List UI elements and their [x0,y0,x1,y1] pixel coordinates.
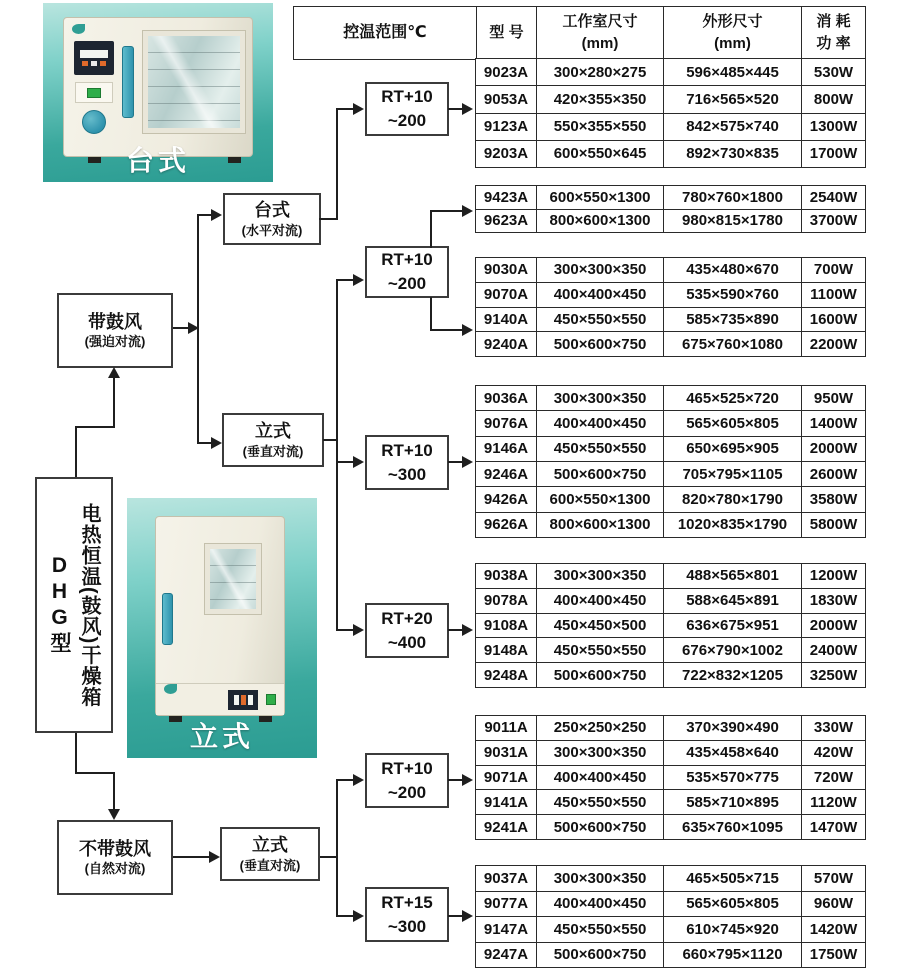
arrowhead-right [462,624,473,636]
node-label: 不带鼓风 [79,838,151,859]
power-cell: 2400W [801,638,865,662]
chamber-size-cell: 450×550×550 [536,437,663,461]
table-row [476,740,865,765]
arrowhead-right [209,851,220,863]
table-row [476,258,865,282]
table-row [476,891,865,917]
overall-size-cell: 675×760×1080 [663,332,801,356]
model-cell: 9623A [483,212,529,230]
chamber-size-cell: 250×250×250 [536,716,663,740]
power-cell: 1700W [801,141,865,167]
chamber-size-cell: 500×600×750 [536,663,663,687]
temp-range-line1: RT+10 [381,87,433,107]
power-cell: 960W [801,892,865,917]
table-row [476,209,865,233]
power-cell: 2200W [801,332,865,356]
power-cell: 1300W [801,114,865,140]
model-cell: 9123A [483,118,529,136]
overall-size-cell: 535×570×775 [663,766,801,790]
model-cell: 9423A [483,188,529,206]
model-cell: 9147A [483,920,529,938]
temp-range-line1: RT+10 [381,440,433,460]
table-row [476,386,865,410]
root-name-label: 电热恒温(鼓风)干燥箱 [78,502,100,708]
chamber-size-cell: 300×300×350 [536,866,663,891]
overall-size-cell: 635×760×1095 [663,815,801,839]
table-row [476,113,865,140]
connector-line [173,856,211,858]
table-row [476,765,865,790]
node-label: 带鼓风 [88,311,142,332]
vertical-caption: 立式 [189,721,254,752]
table-row [476,410,865,435]
door-window [142,30,246,134]
header-label: 功 率 [816,35,851,52]
node-temp-range-2 [365,246,449,298]
spec-table-vertical-rt20-400 [475,563,866,688]
model-cell: 9038A [483,567,529,585]
overall-size-cell: 705×795×1105 [663,462,801,486]
connector-line [430,329,463,331]
chamber-size-cell: 400×400×450 [536,283,663,307]
connector-line [430,210,463,212]
temp-range-line2: ~400 [387,632,427,652]
temp-range-line2: ~300 [387,464,427,484]
spec-table-vertical-rt10-300 [475,385,866,538]
header-label: 工作室尺寸 [562,12,638,30]
table-row [476,486,865,511]
table-row [476,637,865,662]
temp-range-line2: ~200 [387,782,427,802]
header-label: 外形尺寸 [702,12,763,30]
node-temp-range-1 [365,82,449,136]
header-chamber-size [536,7,663,59]
node-sublabel: (垂直对流) [242,443,304,459]
connector-line [75,426,77,477]
node-sublabel: (自然对流) [84,861,146,877]
model-cell: 9140A [483,310,529,328]
table-row [476,814,865,839]
temp-range-line1: RT+10 [381,250,433,270]
node-natural-convection [57,820,173,895]
power-cell: 5800W [801,513,865,537]
connector-line [197,214,212,216]
model-cell: 9030A [483,261,529,279]
chamber-size-cell: 420×355×350 [536,86,663,112]
power-button [266,694,276,705]
model-cell: 9071A [483,768,529,786]
table-row [476,866,865,891]
power-cell: 3250W [801,663,865,687]
chamber-size-cell: 450×550×550 [536,638,663,662]
model-cell: 9148A [483,641,529,659]
node-benchtop-type [223,193,321,245]
arrowhead-right [462,205,473,217]
connector-line [336,108,338,220]
arrowhead-right [462,456,473,468]
header-power [801,7,865,59]
door-window [204,543,262,615]
chamber-size-cell: 550×355×550 [536,114,663,140]
power-cell: 2000W [801,614,865,638]
power-cell: 570W [801,866,865,891]
arrowhead-right [353,624,364,636]
header-label: 消 耗 [816,12,851,30]
table-row [476,613,865,638]
node-temp-range-4 [365,603,449,658]
door-handle [162,593,173,645]
chamber-size-cell: 400×400×450 [536,411,663,435]
power-cell: 1200W [801,564,865,588]
model-cell: 9626A [483,516,529,534]
connector-line [336,279,338,631]
spec-table-natural-rt10-200 [475,715,866,840]
chamber-size-cell: 450×550×550 [536,308,663,332]
header-unit: (mm) [714,35,751,52]
model-cell: 9141A [483,793,529,811]
spec-table-natural-rt15-300 [475,865,866,968]
table-row [476,588,865,613]
power-cell: 330W [801,716,865,740]
overall-size-cell: 650×695×905 [663,437,801,461]
header-overall-size [663,7,801,59]
table-header [293,6,866,60]
connector-line [197,214,199,444]
chamber-size-cell: 300×300×350 [536,564,663,588]
connector-line [336,915,353,917]
connector-line [336,108,354,110]
power-cell: 1470W [801,815,865,839]
chamber-size-cell: 600×550×645 [536,141,663,167]
spec-table-vertical-rt10-200 [475,257,866,357]
overall-size-cell: 565×605×805 [663,892,801,917]
node-sublabel: (水平对流) [241,222,303,238]
temp-range-line1: RT+15 [381,892,433,912]
overall-size-cell: 676×790×1002 [663,638,801,662]
chamber-size-cell: 400×400×450 [536,766,663,790]
overall-size-cell: 716×565×520 [663,86,801,112]
power-switch-panel [75,82,113,103]
chamber-size-cell: 600×550×1300 [536,186,663,209]
node-vertical-type-forced [222,413,324,467]
overall-size-cell: 588×645×891 [663,589,801,613]
overall-size-cell: 842×575×740 [663,114,801,140]
node-label: 立式 [252,835,288,856]
overall-size-cell: 780×760×1800 [663,186,801,209]
chamber-size-cell: 300×280×275 [536,59,663,85]
table-row [476,942,865,968]
power-cell: 1100W [801,283,865,307]
model-cell: 9247A [483,946,529,964]
temp-range-line2: ~200 [387,111,427,130]
chamber-size-cell: 500×600×750 [536,332,663,356]
temp-range-line2: ~200 [387,274,427,293]
connector-line [75,733,77,774]
temp-range-line1: RT+10 [381,758,433,778]
benchtop-caption: 台式 [125,145,190,176]
chamber-size-cell: 400×400×450 [536,589,663,613]
chamber-size-cell: 450×550×550 [536,790,663,814]
power-cell: 1420W [801,917,865,942]
chamber-size-cell: 450×450×500 [536,614,663,638]
connector-line [336,279,353,281]
table-row [476,140,865,167]
model-cell: 9011A [484,719,528,737]
overall-size-cell: 636×675×951 [663,614,801,638]
overall-size-cell: 980×815×1780 [663,210,801,233]
control-panel [156,683,284,715]
arrowhead-right [462,910,473,922]
overall-size-cell: 565×605×805 [663,411,801,435]
power-cell: 2600W [801,462,865,486]
chamber-size-cell: 450×550×550 [536,917,663,942]
model-cell: 9036A [483,389,529,407]
door-handle [122,46,134,118]
arrowhead-right [353,456,364,468]
temp-range-line1: RT+20 [381,608,433,628]
chamber-size-cell: 300×300×350 [536,258,663,282]
node-label: 立式 [255,421,291,442]
overall-size-cell: 1020×835×1790 [663,513,801,537]
power-cell: 3700W [801,210,865,233]
power-cell: 1750W [801,943,865,968]
control-panel [72,24,116,134]
overall-size-cell: 465×505×715 [663,866,801,891]
table-row [476,59,865,85]
table-row [476,789,865,814]
overall-size-cell: 535×590×760 [663,283,801,307]
arrowhead-right [353,774,364,786]
node-temp-range-3 [365,435,449,490]
power-cell: 800W [801,86,865,112]
power-cell: 1400W [801,411,865,435]
overall-size-cell: 596×485×445 [663,59,801,85]
model-cell: 9053A [483,90,529,108]
arrowhead-right [353,910,364,922]
model-cell: 9023A [483,63,529,81]
brand-logo-icon [164,684,177,694]
node-forced-convection [57,293,173,368]
model-cell: 9146A [483,440,529,458]
model-cell: 9031A [483,744,529,762]
chamber-size-cell: 300×300×350 [536,386,663,410]
brand-logo-icon [72,24,85,34]
table-row [476,85,865,112]
connector-line [197,442,212,444]
arrowhead-right [211,209,222,221]
power-cell: 530W [801,59,865,85]
table-row [476,461,865,486]
power-button [87,88,101,98]
power-cell: 950W [801,386,865,410]
power-cell: 700W [801,258,865,282]
arrowhead-right [462,103,473,115]
chamber-size-cell: 300×300×350 [536,741,663,765]
power-cell: 420W [801,741,865,765]
table-row [476,331,865,356]
model-cell: 9076A [483,414,529,432]
control-knob [82,110,106,134]
table-row [476,282,865,307]
connector-line [113,772,115,810]
overall-size-cell: 722×832×1205 [663,663,801,687]
temperature-display [228,690,258,710]
header-temp-range [294,7,476,59]
arrowhead-right [353,103,364,115]
overall-size-cell: 435×458×640 [663,741,801,765]
table-row [476,512,865,537]
chamber-size-cell: 800×600×1300 [536,210,663,233]
connector-line [336,779,353,781]
temperature-display [74,41,114,75]
temp-range-line2: ~300 [387,916,427,936]
node-vertical-type-natural [220,827,320,881]
arrowhead-up [108,367,120,378]
node-label: 台式 [254,200,290,221]
node-temp-range-5 [365,753,449,808]
header-unit: (mm) [581,35,619,52]
connector-line [430,210,432,248]
model-cell: 9241A [483,818,529,836]
overall-size-cell: 488×565×801 [663,564,801,588]
model-cell: 9037A [483,869,529,887]
table-row [476,716,865,740]
overall-size-cell: 370×390×490 [663,716,801,740]
overall-size-cell: 660×795×1120 [663,943,801,968]
node-temp-range-6 [365,887,449,942]
connector-line [75,426,115,428]
power-cell: 1600W [801,308,865,332]
chamber-size-cell: 500×600×750 [536,815,663,839]
header-model [476,7,536,59]
overall-size-cell: 820×780×1790 [663,487,801,511]
table-row [476,307,865,332]
power-cell: 1830W [801,589,865,613]
vertical-oven-illustration [155,516,285,716]
table-row [476,662,865,687]
model-cell: 9248A [483,666,529,684]
table-row [476,436,865,461]
benchtop-oven-photo [43,3,273,182]
arrowhead-right [353,274,364,286]
model-cell: 9078A [483,592,529,610]
overall-size-cell: 465×525×720 [663,386,801,410]
connector-line [336,461,353,463]
connector-line [75,772,115,774]
model-cell: 9426A [483,490,529,508]
model-cell: 9246A [483,465,529,483]
root-model-label: DHG型 [48,554,71,656]
header-label: 控温范围℃ [343,24,427,41]
overall-size-cell: 610×745×920 [663,917,801,942]
power-cell: 2000W [801,437,865,461]
model-cell: 9077A [483,895,529,913]
benchtop-oven-illustration [63,17,253,157]
overall-size-cell: 435×480×670 [663,258,801,282]
table-row [476,916,865,942]
model-cell: 9070A [483,286,529,304]
arrowhead-right [211,437,222,449]
window-glass [148,36,240,128]
overall-size-cell: 585×710×895 [663,790,801,814]
overall-size-cell: 585×735×890 [663,308,801,332]
model-cell: 9108A [483,616,529,634]
power-cell: 720W [801,766,865,790]
model-cell: 9203A [483,145,529,163]
power-cell: 1120W [801,790,865,814]
table-row [476,564,865,588]
arrowhead-down [108,809,120,820]
overall-size-cell: 892×730×835 [663,141,801,167]
power-cell: 2540W [801,186,865,209]
model-cell: 9240A [483,335,529,353]
connector-line [336,629,353,631]
node-sublabel: (强迫对流) [84,334,146,350]
spec-table-vertical-rt10-200-large [475,185,866,233]
connector-line [430,297,432,331]
chamber-size-cell: 400×400×450 [536,892,663,917]
power-cell: 3580W [801,487,865,511]
chamber-size-cell: 500×600×750 [536,943,663,968]
node-sublabel: (垂直对流) [239,857,301,873]
chamber-size-cell: 600×550×1300 [536,487,663,511]
spec-table-benchtop-rt10-200 [475,58,866,168]
table-row [476,186,865,209]
arrowhead-right [462,324,473,336]
chamber-size-cell: 500×600×750 [536,462,663,486]
root-node-dhg-dryer [35,477,113,733]
connector-line [336,779,338,917]
arrowhead-right [462,774,473,786]
window-glass [210,549,256,609]
header-label: 型 号 [489,23,524,41]
vertical-oven-photo [127,498,317,758]
connector-line [113,378,115,428]
chamber-size-cell: 800×600×1300 [536,513,663,537]
